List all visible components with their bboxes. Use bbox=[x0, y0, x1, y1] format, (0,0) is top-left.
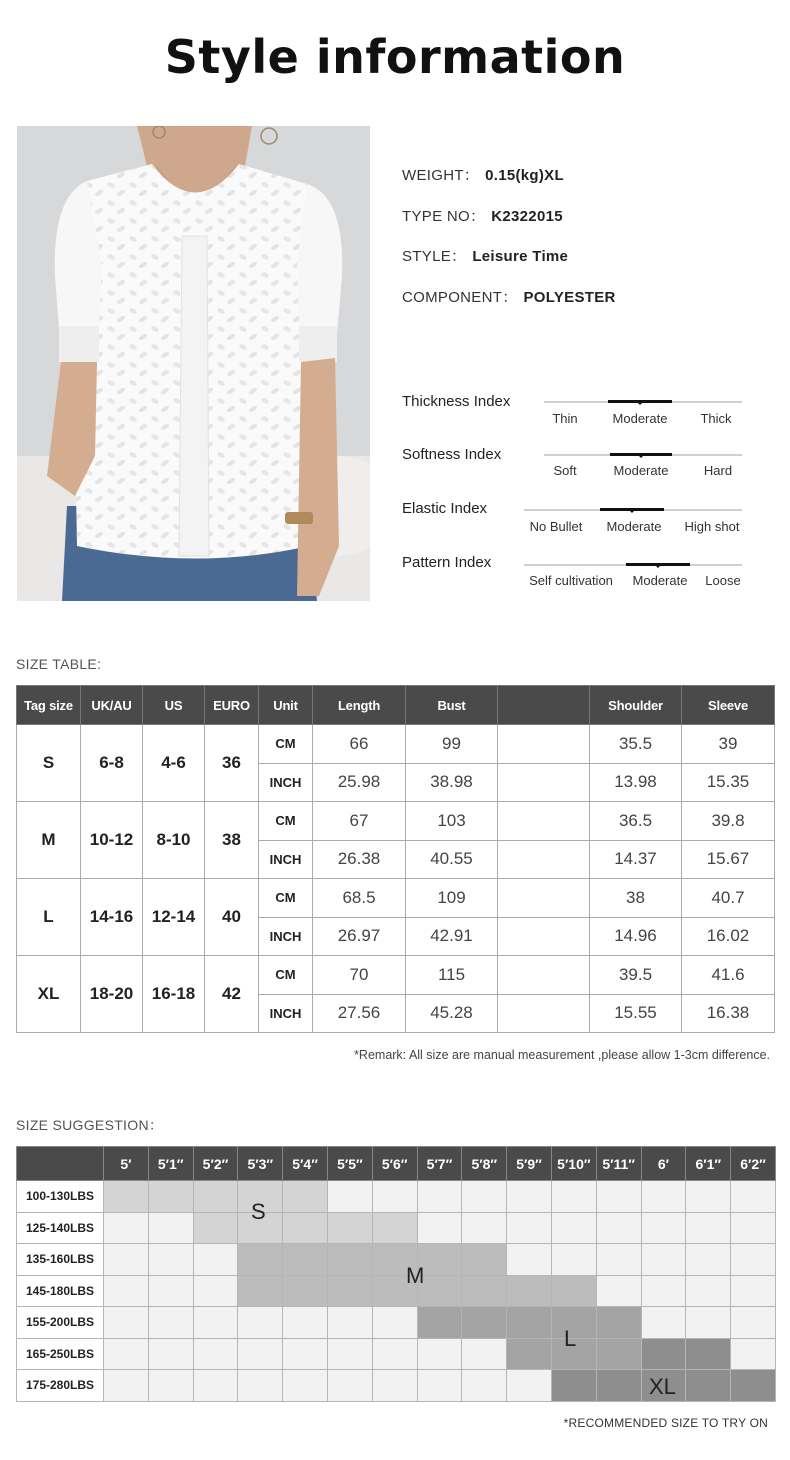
empty-cell bbox=[641, 1212, 686, 1244]
empty-cell bbox=[641, 1181, 686, 1213]
empty-cell bbox=[596, 1275, 641, 1307]
table-row bbox=[17, 1181, 776, 1213]
bust: 42.91 bbox=[406, 917, 498, 956]
table-row bbox=[17, 802, 775, 841]
sleeve: 39.8 bbox=[682, 802, 775, 841]
empty-cell bbox=[193, 1244, 238, 1276]
spec-weight bbox=[402, 164, 564, 185]
empty-cell bbox=[596, 1181, 641, 1213]
tag-size: M bbox=[17, 802, 81, 879]
size-cell-m bbox=[238, 1244, 283, 1276]
size-cell-l bbox=[462, 1307, 507, 1339]
empty-cell bbox=[498, 956, 590, 995]
shoulder: 15.55 bbox=[590, 994, 682, 1033]
pattern-option: Self cultivation bbox=[529, 573, 613, 588]
size-table bbox=[16, 685, 775, 1033]
size-cell-m bbox=[327, 1275, 372, 1307]
weight-label: 135-160LBS bbox=[17, 1244, 104, 1276]
size-cell-m bbox=[507, 1275, 552, 1307]
empty-cell bbox=[193, 1370, 238, 1402]
empty-cell bbox=[283, 1338, 328, 1370]
sleeve: 39 bbox=[682, 725, 775, 764]
size-cell-s bbox=[372, 1212, 417, 1244]
size-cell-m bbox=[327, 1244, 372, 1276]
empty-cell bbox=[498, 917, 590, 956]
shoulder: 36.5 bbox=[590, 802, 682, 841]
euro-size: 42 bbox=[205, 956, 259, 1033]
sleeve: 15.35 bbox=[682, 763, 775, 802]
size-cell-s bbox=[193, 1181, 238, 1213]
column-header: Sleeve bbox=[682, 686, 775, 725]
size-cell-s bbox=[148, 1181, 193, 1213]
length: 70 bbox=[313, 956, 406, 995]
size-cell-xl bbox=[551, 1370, 596, 1402]
empty-cell bbox=[283, 1370, 328, 1402]
sleeve: 40.7 bbox=[682, 879, 775, 918]
thickness-option: Thin bbox=[552, 411, 578, 426]
bust: 115 bbox=[406, 956, 498, 995]
empty-cell bbox=[731, 1307, 776, 1339]
tag-size: XL bbox=[17, 956, 81, 1033]
column-header: Length bbox=[313, 686, 406, 725]
height-header: 6′2″ bbox=[731, 1147, 776, 1181]
size-cell-xl bbox=[731, 1370, 776, 1402]
shoulder: 14.37 bbox=[590, 840, 682, 879]
empty-cell bbox=[148, 1212, 193, 1244]
empty-cell bbox=[596, 1212, 641, 1244]
empty-cell bbox=[327, 1181, 372, 1213]
uk-size: 14-16 bbox=[81, 879, 143, 956]
empty-cell bbox=[551, 1181, 596, 1213]
empty-cell bbox=[551, 1212, 596, 1244]
tag-size: L bbox=[17, 879, 81, 956]
size-cell-m bbox=[283, 1275, 328, 1307]
table-row bbox=[17, 1212, 776, 1244]
empty-cell bbox=[686, 1181, 731, 1213]
size-label-m: M bbox=[406, 1263, 425, 1288]
empty-cell bbox=[507, 1244, 552, 1276]
column-header: Unit bbox=[259, 686, 313, 725]
sleeve: 41.6 bbox=[682, 956, 775, 995]
height-header: 5′9″ bbox=[507, 1147, 552, 1181]
elastic-option: High shot bbox=[684, 519, 740, 534]
table-row bbox=[17, 879, 775, 918]
thickness-option: Moderate bbox=[612, 411, 668, 426]
size-cell-xl bbox=[641, 1338, 686, 1370]
elastic-index-label: Elastic Index bbox=[402, 500, 488, 517]
size-cell-m bbox=[283, 1244, 328, 1276]
spec-label: WEIGHT： bbox=[402, 167, 480, 184]
empty-cell bbox=[238, 1338, 283, 1370]
height-header: 5′7″ bbox=[417, 1147, 462, 1181]
thickness-index-marker bbox=[608, 400, 672, 403]
empty-cell bbox=[104, 1338, 149, 1370]
empty-cell bbox=[498, 802, 590, 841]
empty-cell bbox=[238, 1307, 283, 1339]
empty-cell bbox=[731, 1275, 776, 1307]
empty-cell bbox=[104, 1244, 149, 1276]
column-header: EURO bbox=[205, 686, 259, 725]
unit: INCH bbox=[259, 917, 313, 956]
height-header: 6′ bbox=[641, 1147, 686, 1181]
empty-cell bbox=[327, 1338, 372, 1370]
weight-label: 145-180LBS bbox=[17, 1275, 104, 1307]
spec-value: POLYESTER bbox=[523, 289, 616, 306]
size-cell-l bbox=[596, 1307, 641, 1339]
empty-cell bbox=[104, 1307, 149, 1339]
euro-size: 36 bbox=[205, 725, 259, 802]
sleeve: 16.02 bbox=[682, 917, 775, 956]
empty-cell bbox=[372, 1370, 417, 1402]
height-header: 6′1″ bbox=[686, 1147, 731, 1181]
recommend-note: *RECOMMENDED SIZE TO TRY ON bbox=[563, 1416, 768, 1430]
empty-cell bbox=[462, 1338, 507, 1370]
size-cell-l bbox=[507, 1338, 552, 1370]
size-cell-l bbox=[596, 1338, 641, 1370]
spec-label: STYLE： bbox=[402, 248, 467, 265]
euro-size: 38 bbox=[205, 802, 259, 879]
empty-cell bbox=[462, 1212, 507, 1244]
empty-cell bbox=[148, 1370, 193, 1402]
empty-cell bbox=[193, 1275, 238, 1307]
column-header: Tag size bbox=[17, 686, 81, 725]
size-label-xl: XL bbox=[649, 1374, 676, 1399]
size-cell-m bbox=[462, 1275, 507, 1307]
size-cell-m bbox=[238, 1275, 283, 1307]
length: 25.98 bbox=[313, 763, 406, 802]
uk-size: 18-20 bbox=[81, 956, 143, 1033]
thickness-index-label: Thickness Index bbox=[402, 393, 511, 410]
unit: CM bbox=[259, 725, 313, 764]
empty-cell bbox=[193, 1307, 238, 1339]
empty-cell bbox=[507, 1181, 552, 1213]
empty-cell bbox=[372, 1307, 417, 1339]
empty-cell bbox=[498, 725, 590, 764]
sleeve: 15.67 bbox=[682, 840, 775, 879]
column-header: US bbox=[143, 686, 205, 725]
bust: 109 bbox=[406, 879, 498, 918]
empty-cell bbox=[104, 1212, 149, 1244]
size-remark: *Remark: All size are manual measurement ,please allow 1-3cm difference. bbox=[354, 1048, 770, 1062]
empty-cell bbox=[462, 1370, 507, 1402]
empty-cell bbox=[417, 1212, 462, 1244]
height-header: 5′8″ bbox=[462, 1147, 507, 1181]
unit: INCH bbox=[259, 763, 313, 802]
bust: 38.98 bbox=[406, 763, 498, 802]
shoulder: 35.5 bbox=[590, 725, 682, 764]
empty-cell bbox=[327, 1307, 372, 1339]
table-row bbox=[17, 956, 775, 995]
length: 26.97 bbox=[313, 917, 406, 956]
elastic-option: Moderate bbox=[606, 519, 662, 534]
weight-label: 165-250LBS bbox=[17, 1338, 104, 1370]
empty-cell bbox=[731, 1244, 776, 1276]
empty-cell bbox=[462, 1181, 507, 1213]
weight-label: 125-140LBS bbox=[17, 1212, 104, 1244]
bust: 99 bbox=[406, 725, 498, 764]
shoulder: 39.5 bbox=[590, 956, 682, 995]
length: 67 bbox=[313, 802, 406, 841]
empty-cell bbox=[193, 1338, 238, 1370]
table-row bbox=[17, 1244, 776, 1276]
softness-option: Soft bbox=[553, 463, 577, 478]
weight-label: 100-130LBS bbox=[17, 1181, 104, 1213]
height-header: 5′ bbox=[104, 1147, 149, 1181]
empty-cell bbox=[596, 1244, 641, 1276]
size-cell-xl bbox=[686, 1338, 731, 1370]
empty-cell bbox=[372, 1338, 417, 1370]
spec-value: K2322015 bbox=[491, 208, 563, 225]
us-size: 8-10 bbox=[143, 802, 205, 879]
corner-header bbox=[17, 1147, 104, 1181]
column-header bbox=[498, 686, 590, 725]
height-header: 5′11″ bbox=[596, 1147, 641, 1181]
bust: 40.55 bbox=[406, 840, 498, 879]
empty-cell bbox=[641, 1244, 686, 1276]
empty-cell bbox=[731, 1181, 776, 1213]
empty-cell bbox=[417, 1370, 462, 1402]
size-cell-l bbox=[507, 1307, 552, 1339]
product-photo bbox=[17, 126, 370, 601]
pattern-index-marker bbox=[626, 563, 690, 566]
empty-cell bbox=[327, 1370, 372, 1402]
height-header: 5′3″ bbox=[238, 1147, 283, 1181]
size-table-header bbox=[17, 686, 775, 725]
uk-size: 10-12 bbox=[81, 802, 143, 879]
pattern-index-label: Pattern Index bbox=[402, 554, 492, 571]
size-cell-s bbox=[193, 1212, 238, 1244]
sleeve: 16.38 bbox=[682, 994, 775, 1033]
empty-cell bbox=[686, 1307, 731, 1339]
size-cell-xl bbox=[686, 1370, 731, 1402]
size-cell-l bbox=[417, 1307, 462, 1339]
length: 68.5 bbox=[313, 879, 406, 918]
pattern-option: Loose bbox=[705, 573, 741, 588]
size-cell-m bbox=[551, 1275, 596, 1307]
height-header: 5′4″ bbox=[283, 1147, 328, 1181]
spec-value: 0.15(kg)XL bbox=[485, 167, 564, 184]
uk-size: 6-8 bbox=[81, 725, 143, 802]
empty-cell bbox=[498, 994, 590, 1033]
spec-label: COMPONENT： bbox=[402, 289, 518, 306]
size-label-s: S bbox=[251, 1199, 266, 1224]
empty-cell bbox=[417, 1181, 462, 1213]
empty-cell bbox=[731, 1338, 776, 1370]
spec-value: Leisure Time bbox=[472, 248, 569, 265]
table-row bbox=[17, 1338, 776, 1370]
unit: CM bbox=[259, 879, 313, 918]
size-cell-xl bbox=[596, 1370, 641, 1402]
length: 66 bbox=[313, 725, 406, 764]
empty-cell bbox=[686, 1275, 731, 1307]
empty-cell bbox=[372, 1181, 417, 1213]
length: 26.38 bbox=[313, 840, 406, 879]
empty-cell bbox=[551, 1244, 596, 1276]
weight-label: 175-280LBS bbox=[17, 1370, 104, 1402]
spec-style bbox=[402, 245, 568, 266]
empty-cell bbox=[104, 1370, 149, 1402]
table-row bbox=[17, 1307, 776, 1339]
empty-cell bbox=[148, 1307, 193, 1339]
column-header: Shoulder bbox=[590, 686, 682, 725]
thickness-option: Thick bbox=[700, 411, 732, 426]
empty-cell bbox=[283, 1307, 328, 1339]
height-header: 5′5″ bbox=[327, 1147, 372, 1181]
tag-size: S bbox=[17, 725, 81, 802]
height-header: 5′10″ bbox=[551, 1147, 596, 1181]
height-header: 5′6″ bbox=[372, 1147, 417, 1181]
shoulder: 13.98 bbox=[590, 763, 682, 802]
bust: 103 bbox=[406, 802, 498, 841]
empty-cell bbox=[238, 1370, 283, 1402]
empty-cell bbox=[641, 1307, 686, 1339]
size-cell-s bbox=[104, 1181, 149, 1213]
empty-cell bbox=[498, 879, 590, 918]
spec-label: TYPE NO： bbox=[402, 208, 486, 225]
euro-size: 40 bbox=[205, 879, 259, 956]
us-size: 12-14 bbox=[143, 879, 205, 956]
elastic-index-marker bbox=[600, 508, 664, 511]
shoulder: 38 bbox=[590, 879, 682, 918]
empty-cell bbox=[104, 1275, 149, 1307]
bust: 45.28 bbox=[406, 994, 498, 1033]
spec-type-no bbox=[402, 205, 563, 226]
empty-cell bbox=[498, 840, 590, 879]
spec-component bbox=[402, 286, 616, 307]
unit: CM bbox=[259, 956, 313, 995]
weight-label: 155-200LBS bbox=[17, 1307, 104, 1339]
softness-index-label: Softness Index bbox=[402, 446, 502, 463]
softness-index-marker bbox=[610, 453, 672, 456]
size-table-label: SIZE TABLE: bbox=[16, 656, 102, 672]
column-header: UK/AU bbox=[81, 686, 143, 725]
shoulder: 14.96 bbox=[590, 917, 682, 956]
column-header: Bust bbox=[406, 686, 498, 725]
empty-cell bbox=[148, 1338, 193, 1370]
elastic-option: No Bullet bbox=[529, 519, 583, 534]
unit: CM bbox=[259, 802, 313, 841]
page-title: Style information bbox=[164, 30, 626, 84]
size-cell-s bbox=[283, 1181, 328, 1213]
height-header: 5′1″ bbox=[148, 1147, 193, 1181]
size-cell-s bbox=[283, 1212, 328, 1244]
empty-cell bbox=[686, 1244, 731, 1276]
empty-cell bbox=[507, 1370, 552, 1402]
size-cell-m bbox=[462, 1244, 507, 1276]
empty-cell bbox=[686, 1212, 731, 1244]
softness-option: Hard bbox=[703, 463, 733, 478]
size-label-l: L bbox=[564, 1326, 577, 1351]
empty-cell bbox=[498, 763, 590, 802]
unit: INCH bbox=[259, 994, 313, 1033]
unit: INCH bbox=[259, 840, 313, 879]
height-header: 5′2″ bbox=[193, 1147, 238, 1181]
empty-cell bbox=[148, 1275, 193, 1307]
empty-cell bbox=[417, 1338, 462, 1370]
length: 27.56 bbox=[313, 994, 406, 1033]
size-suggestion-grid bbox=[16, 1146, 776, 1402]
table-row bbox=[17, 1275, 776, 1307]
empty-cell bbox=[731, 1212, 776, 1244]
pattern-option: Moderate bbox=[632, 573, 688, 588]
us-size: 16-18 bbox=[143, 956, 205, 1033]
size-cell-s bbox=[327, 1212, 372, 1244]
size-suggestion-label: SIZE SUGGESTION： bbox=[16, 1117, 164, 1133]
empty-cell bbox=[507, 1212, 552, 1244]
softness-option: Moderate bbox=[613, 463, 669, 478]
table-row bbox=[17, 725, 775, 764]
us-size: 4-6 bbox=[143, 725, 205, 802]
empty-cell bbox=[148, 1244, 193, 1276]
empty-cell bbox=[641, 1275, 686, 1307]
suggestion-header bbox=[17, 1147, 776, 1181]
